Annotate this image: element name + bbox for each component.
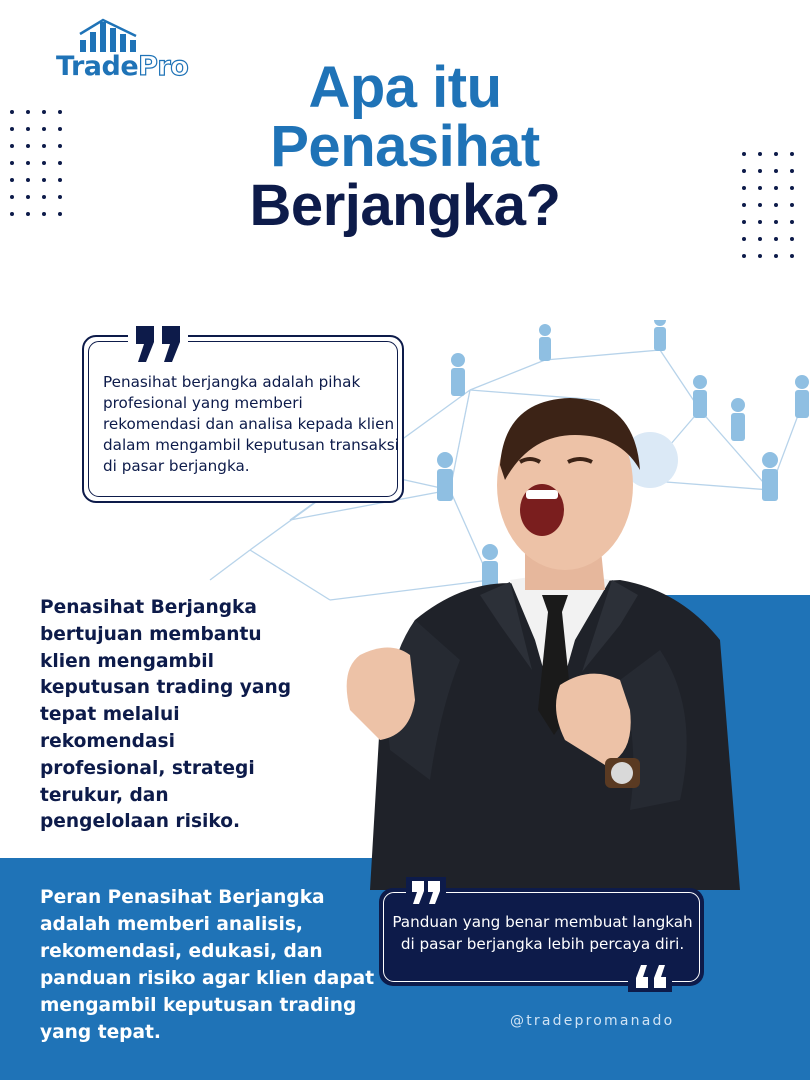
social-handle: @tradepromanado (510, 1013, 675, 1029)
title-line-1: Apa itu (308, 55, 502, 120)
closing-quote-text: Panduan yang benar membuat langkah di pasar berjangka lebih percaya diri. (392, 913, 693, 953)
title-line-2: Penasihat (270, 114, 540, 180)
quote-close-icon (628, 960, 672, 992)
bar-chart-logo-icon (78, 18, 140, 52)
title-line-3: Berjangka? (249, 173, 561, 239)
purpose-paragraph: Penasihat Berjangka bertujuan membantu klien mengambil keputusan trading yang tepat melalui rekomendasi profesional, strategi terukur, dan pengelolaan risiko. (40, 597, 291, 833)
quote-open-icon (406, 877, 446, 907)
quote-open-icon (128, 322, 188, 366)
role-paragraph: Peran Penasihat Berjangka adalah memberi analisis, rekomendasi, edukasi, dan panduan risiko agar klien dapat mengambil keputusan trading yang tepat. (40, 887, 375, 1043)
definition-text: Penasihat berjangka adalah pihak profesional yang memberi rekomendasi dan analisa kepada klien dalam mengambil keputusan transaksi di pasar berjangka. (103, 373, 399, 475)
logo-text: TradePro (56, 51, 189, 82)
page-title (0, 55, 810, 239)
